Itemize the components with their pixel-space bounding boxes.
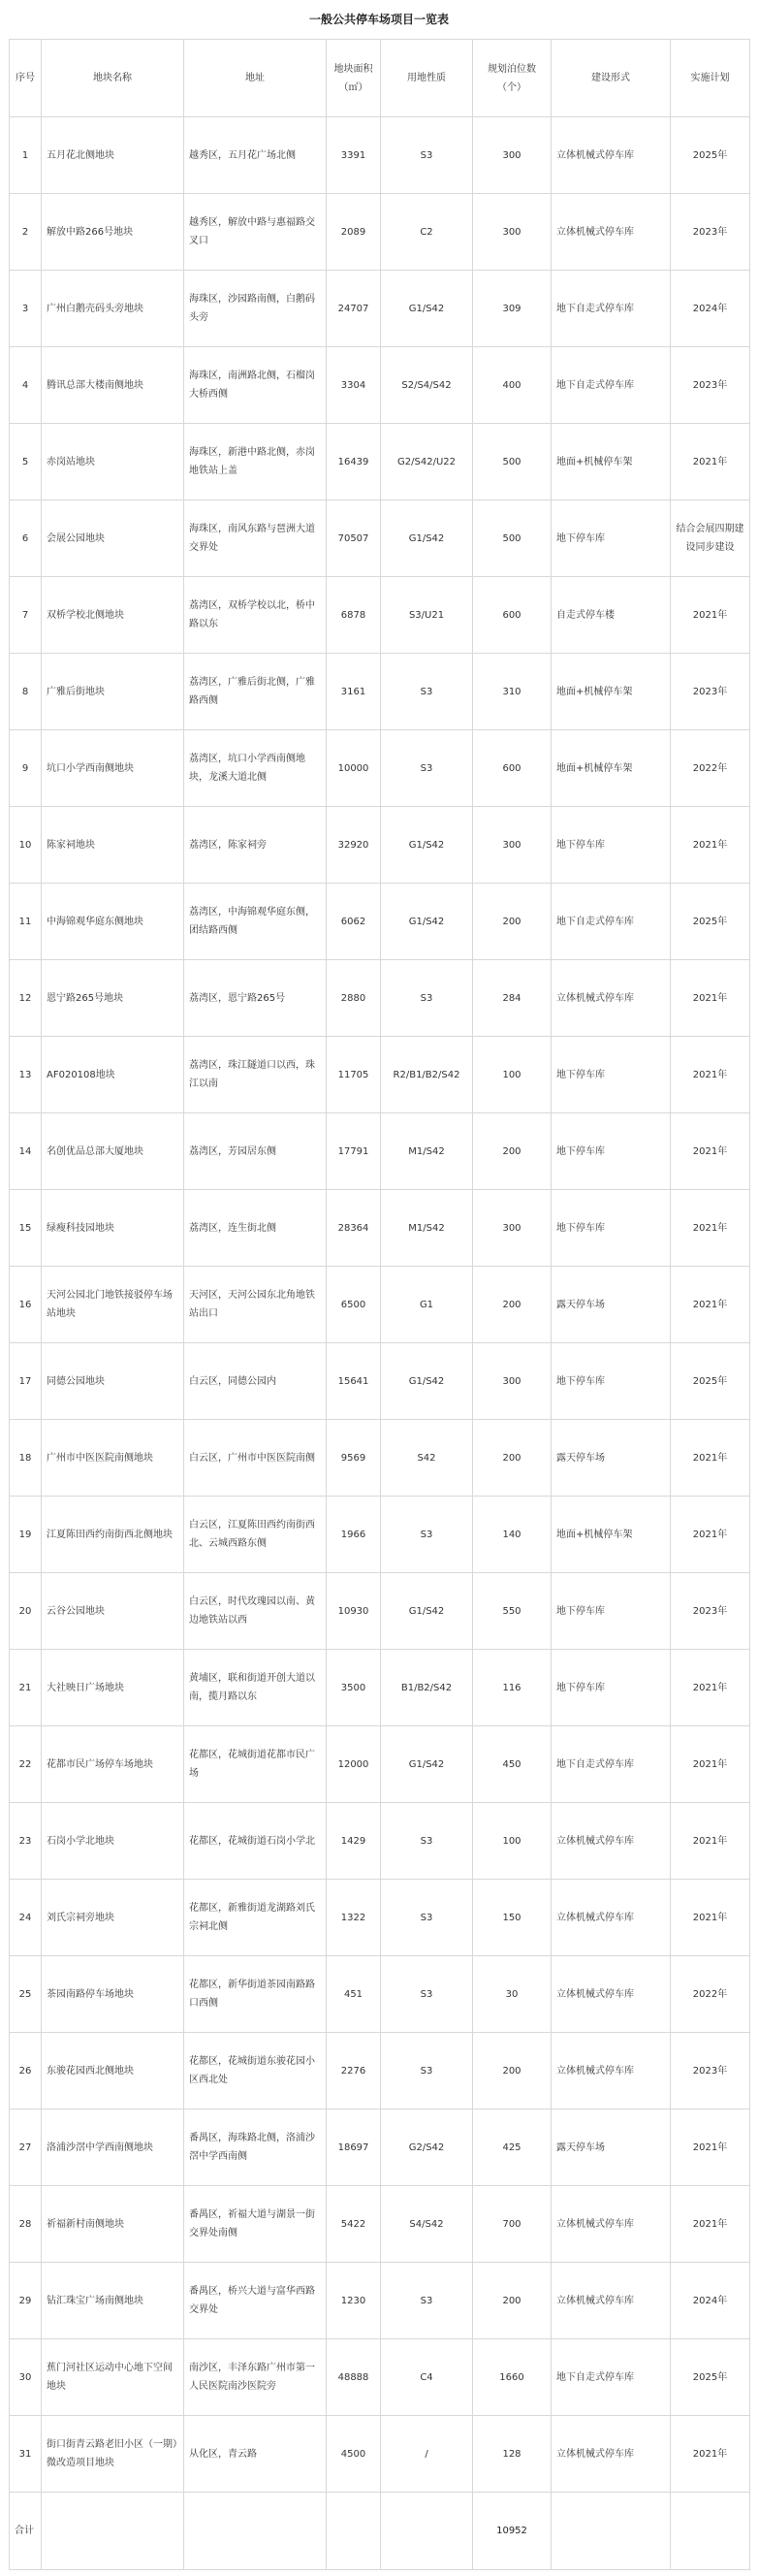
row-address: 花都区，花城街道石岗小学北 [184,1803,327,1880]
row-capacity: 200 [473,1420,552,1497]
row-capacity: 300 [473,194,552,271]
row-land-use: C2 [381,194,473,271]
row-name: 东骏花园西北侧地块 [42,2033,184,2109]
row-area: 17791 [327,1113,381,1190]
row-construction-form: 地下停车库 [552,1037,671,1113]
row-land-use: G1/S42 [381,500,473,577]
row-land-use: S3 [381,117,473,194]
row-capacity: 500 [473,424,552,500]
row-seq: 21 [10,1650,42,1726]
row-seq: 8 [10,654,42,730]
row-seq: 6 [10,500,42,577]
total-empty-use [381,2493,473,2570]
table-row [10,271,750,347]
row-capacity: 140 [473,1497,552,1573]
row-land-use: G1/S42 [381,271,473,347]
row-capacity: 200 [473,1113,552,1190]
table-row [10,1420,750,1497]
row-land-use: S2/S4/S42 [381,347,473,424]
row-land-use: G2/S42/U22 [381,424,473,500]
row-seq: 14 [10,1113,42,1190]
row-name: 中海锦观华庭东侧地块 [42,884,184,960]
row-land-use: G1/S42 [381,1573,473,1650]
row-area: 18697 [327,2109,381,2186]
row-land-use: G1/S42 [381,807,473,884]
row-capacity: 310 [473,654,552,730]
row-capacity: 100 [473,1803,552,1880]
row-name: 陈家祠地块 [42,807,184,884]
row-address: 从化区，青云路 [184,2416,327,2493]
row-plan: 2021年 [671,1190,750,1267]
row-construction-form: 地面+机械停车架 [552,654,671,730]
row-address: 天河区，天河公园东北角地铁站出口 [184,1267,327,1343]
row-construction-form: 立体机械式停车库 [552,1803,671,1880]
row-capacity: 200 [473,1267,552,1343]
row-construction-form: 立体机械式停车库 [552,2033,671,2109]
row-seq: 28 [10,2186,42,2263]
table-row [10,1726,750,1803]
row-name: 双桥学校北侧地块 [42,577,184,654]
row-construction-form: 地下自走式停车库 [552,2339,671,2416]
row-construction-form: 立体机械式停车库 [552,2416,671,2493]
row-area: 32920 [327,807,381,884]
row-name: 同德公园地块 [42,1343,184,1420]
row-land-use: S4/S42 [381,2186,473,2263]
table-row [10,807,750,884]
row-plan: 2021年 [671,1113,750,1190]
row-construction-form: 地下自走式停车库 [552,884,671,960]
row-plan: 2022年 [671,1956,750,2033]
row-plan: 2021年 [671,960,750,1037]
row-address: 花都区，花城街道东骏花园小区西北处 [184,2033,327,2109]
row-address: 越秀区，解放中路与惠福路交叉口 [184,194,327,271]
header-use: 用地性质 [381,40,473,117]
row-plan: 2023年 [671,2033,750,2109]
header-row [10,40,750,117]
row-name: 五月花北侧地块 [42,117,184,194]
row-construction-form: 露天停车场 [552,1267,671,1343]
row-capacity: 300 [473,117,552,194]
row-area: 70507 [327,500,381,577]
table-row [10,884,750,960]
row-plan: 2023年 [671,1573,750,1650]
table-row [10,1880,750,1956]
row-area: 6500 [327,1267,381,1343]
row-construction-form: 地面+机械停车架 [552,730,671,807]
row-address: 荔湾区，珠江隧道口以西，珠江以南 [184,1037,327,1113]
row-plan: 2021年 [671,1803,750,1880]
header-area: 地块面积（㎡） [327,40,381,117]
row-address: 荔湾区，中海锦观华庭东侧，团结路西侧 [184,884,327,960]
row-land-use: G2/S42 [381,2109,473,2186]
row-plan: 2021年 [671,2109,750,2186]
table-row [10,1803,750,1880]
row-construction-form: 地下停车库 [552,1343,671,1420]
row-land-use: S3 [381,1880,473,1956]
row-address: 越秀区，五月花广场北侧 [184,117,327,194]
table-row [10,2109,750,2186]
row-area: 2276 [327,2033,381,2109]
row-construction-form: 立体机械式停车库 [552,194,671,271]
row-capacity: 309 [473,271,552,347]
table-row [10,577,750,654]
header-plan: 实施计划 [671,40,750,117]
row-land-use: S3 [381,1497,473,1573]
row-area: 451 [327,1956,381,2033]
row-construction-form: 露天停车场 [552,2109,671,2186]
row-plan: 2025年 [671,2339,750,2416]
row-address: 白云区，时代玫瑰园以南、黄边地铁站以西 [184,1573,327,1650]
table-row [10,347,750,424]
row-address: 南沙区，丰泽东路广州市第一人民医院南沙医院旁 [184,2339,327,2416]
row-seq: 4 [10,347,42,424]
row-capacity: 425 [473,2109,552,2186]
table-row [10,1037,750,1113]
row-address: 番禺区，桥兴大道与富华西路交界处 [184,2263,327,2339]
row-address: 番禺区，祈福大道与湖景一街交界处南侧 [184,2186,327,2263]
row-construction-form: 地面+机械停车架 [552,424,671,500]
row-name: 街口街青云路老旧小区（一期）微改造项目地块 [42,2416,184,2493]
row-area: 4500 [327,2416,381,2493]
row-plan: 2021年 [671,2186,750,2263]
row-land-use: G1 [381,1267,473,1343]
row-seq: 10 [10,807,42,884]
table-row [10,654,750,730]
row-area: 3304 [327,347,381,424]
table-row [10,960,750,1037]
row-plan: 2021年 [671,577,750,654]
row-seq: 11 [10,884,42,960]
row-seq: 15 [10,1190,42,1267]
row-name: 会展公园地块 [42,500,184,577]
row-address: 荔湾区，芳园居东侧 [184,1113,327,1190]
total-empty-form [552,2493,671,2570]
total-empty-area [327,2493,381,2570]
row-seq: 23 [10,1803,42,1880]
row-name: 蕉门河社区运动中心地下空间地块 [42,2339,184,2416]
row-area: 1966 [327,1497,381,1573]
row-seq: 29 [10,2263,42,2339]
row-land-use: R2/B1/B2/S42 [381,1037,473,1113]
row-capacity: 550 [473,1573,552,1650]
row-seq: 19 [10,1497,42,1573]
row-land-use: S3 [381,730,473,807]
row-address: 荔湾区，广雅后街北侧，广雅路西侧 [184,654,327,730]
row-seq: 5 [10,424,42,500]
row-area: 3500 [327,1650,381,1726]
row-plan: 2024年 [671,271,750,347]
row-seq: 2 [10,194,42,271]
row-seq: 1 [10,117,42,194]
row-land-use: S3 [381,2033,473,2109]
row-seq: 13 [10,1037,42,1113]
row-land-use: S3/U21 [381,577,473,654]
row-area: 11705 [327,1037,381,1113]
row-name: 天河公园北门地铁接驳停车场站地块 [42,1267,184,1343]
row-plan: 2025年 [671,117,750,194]
row-name: 赤岗站地块 [42,424,184,500]
row-seq: 24 [10,1880,42,1956]
total-empty-plan [671,2493,750,2570]
table-row [10,2339,750,2416]
row-address: 黄埔区，联和街道开创大道以南，揽月路以东 [184,1650,327,1726]
row-land-use: M1/S42 [381,1113,473,1190]
row-plan: 2024年 [671,2263,750,2339]
row-capacity: 200 [473,2263,552,2339]
row-construction-form: 自走式停车楼 [552,577,671,654]
total-row [10,2493,750,2570]
row-name: 江夏陈田西约南街西北侧地块 [42,1497,184,1573]
row-plan: 2023年 [671,194,750,271]
row-land-use: / [381,2416,473,2493]
row-plan: 2021年 [671,424,750,500]
row-name: 绿瘦科技园地块 [42,1190,184,1267]
row-area: 16439 [327,424,381,500]
row-name: 大社映日广场地块 [42,1650,184,1726]
row-capacity: 600 [473,577,552,654]
row-plan: 2025年 [671,1343,750,1420]
row-plan: 2025年 [671,884,750,960]
row-address: 海珠区，南风东路与琶洲大道交界处 [184,500,327,577]
row-area: 1230 [327,2263,381,2339]
row-name: 恩宁路265号地块 [42,960,184,1037]
row-address: 白云区，江夏陈田西约南街西北、云城西路东侧 [184,1497,327,1573]
row-land-use: G1/S42 [381,884,473,960]
row-plan: 2021年 [671,1497,750,1573]
table-row [10,424,750,500]
row-capacity: 300 [473,1343,552,1420]
row-seq: 20 [10,1573,42,1650]
table-row [10,1650,750,1726]
row-name: 解放中路266号地块 [42,194,184,271]
table-row [10,1343,750,1420]
row-construction-form: 地下停车库 [552,1650,671,1726]
row-construction-form: 地下自走式停车库 [552,271,671,347]
row-land-use: C4 [381,2339,473,2416]
row-construction-form: 地下停车库 [552,807,671,884]
row-construction-form: 立体机械式停车库 [552,960,671,1037]
row-seq: 17 [10,1343,42,1420]
row-name: AF020108地块 [42,1037,184,1113]
row-area: 3391 [327,117,381,194]
row-name: 广州白鹅壳码头旁地块 [42,271,184,347]
header-name: 地块名称 [42,40,184,117]
total-empty-address [184,2493,327,2570]
row-seq: 26 [10,2033,42,2109]
row-land-use: M1/S42 [381,1190,473,1267]
table-row [10,1190,750,1267]
row-area: 12000 [327,1726,381,1803]
row-area: 28364 [327,1190,381,1267]
total-capacity: 10952 [473,2493,552,2570]
row-area: 6062 [327,884,381,960]
row-construction-form: 立体机械式停车库 [552,2263,671,2339]
row-construction-form: 立体机械式停车库 [552,1880,671,1956]
table-row [10,730,750,807]
table-row [10,1267,750,1343]
row-seq: 3 [10,271,42,347]
row-plan: 2021年 [671,2416,750,2493]
row-seq: 18 [10,1420,42,1497]
row-construction-form: 立体机械式停车库 [552,2186,671,2263]
row-area: 10000 [327,730,381,807]
row-land-use: S3 [381,2263,473,2339]
row-plan: 2023年 [671,347,750,424]
row-address: 荔湾区，陈家祠旁 [184,807,327,884]
row-seq: 25 [10,1956,42,2033]
row-land-use: G1/S42 [381,1343,473,1420]
row-area: 3161 [327,654,381,730]
table-row [10,2416,750,2493]
row-address: 海珠区，新港中路北侧，赤岗地铁站上盖 [184,424,327,500]
row-name: 花都市民广场停车场地块 [42,1726,184,1803]
row-area: 15641 [327,1343,381,1420]
row-name: 云谷公园地块 [42,1573,184,1650]
row-plan: 2021年 [671,1420,750,1497]
row-name: 洛浦沙滘中学西南侧地块 [42,2109,184,2186]
row-capacity: 1660 [473,2339,552,2416]
row-address: 花都区，花城街道花都市民广场 [184,1726,327,1803]
row-capacity: 400 [473,347,552,424]
row-capacity: 500 [473,500,552,577]
row-construction-form: 地下自走式停车库 [552,347,671,424]
header-seq: 序号 [10,40,42,117]
row-address: 荔湾区，坑口小学西南侧地块，龙溪大道北侧 [184,730,327,807]
row-construction-form: 地下停车库 [552,1190,671,1267]
row-construction-form: 地下停车库 [552,1573,671,1650]
row-area: 24707 [327,271,381,347]
total-empty-name [42,2493,184,2570]
row-name: 茶园南路停车场地块 [42,1956,184,2033]
row-area: 10930 [327,1573,381,1650]
row-capacity: 128 [473,2416,552,2493]
row-address: 白云区，广州市中医医院南侧 [184,1420,327,1497]
row-capacity: 700 [473,2186,552,2263]
table-row [10,117,750,194]
row-area: 2089 [327,194,381,271]
row-address: 荔湾区，连生街北侧 [184,1190,327,1267]
row-seq: 7 [10,577,42,654]
row-area: 1429 [327,1803,381,1880]
row-construction-form: 立体机械式停车库 [552,117,671,194]
row-land-use: S3 [381,1956,473,2033]
row-capacity: 30 [473,1956,552,2033]
row-construction-form: 地下自走式停车库 [552,1726,671,1803]
row-seq: 12 [10,960,42,1037]
row-capacity: 450 [473,1726,552,1803]
row-area: 6878 [327,577,381,654]
row-name: 石岗小学北地块 [42,1803,184,1880]
table-row [10,500,750,577]
row-seq: 27 [10,2109,42,2186]
row-area: 5422 [327,2186,381,2263]
row-name: 腾讯总部大楼南侧地块 [42,347,184,424]
row-land-use: G1/S42 [381,1726,473,1803]
row-address: 荔湾区，恩宁路265号 [184,960,327,1037]
row-seq: 9 [10,730,42,807]
row-construction-form: 露天停车场 [552,1420,671,1497]
row-plan: 2021年 [671,1267,750,1343]
total-label: 合计 [10,2493,42,2570]
row-capacity: 284 [473,960,552,1037]
header-address: 地址 [184,40,327,117]
row-capacity: 116 [473,1650,552,1726]
row-address: 花都区，新华街道茶园南路路口西侧 [184,1956,327,2033]
row-area: 1322 [327,1880,381,1956]
row-name: 祈福新村南侧地块 [42,2186,184,2263]
row-name: 名创优品总部大厦地块 [42,1113,184,1190]
row-area: 48888 [327,2339,381,2416]
row-area: 2880 [327,960,381,1037]
table-row [10,2263,750,2339]
row-construction-form: 地面+机械停车架 [552,1497,671,1573]
row-seq: 22 [10,1726,42,1803]
row-construction-form: 地下停车库 [552,1113,671,1190]
row-land-use: S3 [381,1803,473,1880]
header-capacity: 规划泊位数（个） [473,40,552,117]
row-plan: 2021年 [671,1037,750,1113]
row-address: 番禺区，海珠路北侧，洛浦沙滘中学西南侧 [184,2109,327,2186]
row-address: 海珠区，沙园路南侧，白鹅码头旁 [184,271,327,347]
table-row [10,2033,750,2109]
page-title: 一般公共停车场项目一览表 [308,13,449,26]
row-capacity: 150 [473,1880,552,1956]
row-construction-form: 立体机械式停车库 [552,1956,671,2033]
row-address: 花都区，新雅街道龙湖路刘氏宗祠北侧 [184,1880,327,1956]
row-seq: 31 [10,2416,42,2493]
row-plan: 2021年 [671,1726,750,1803]
row-name: 钻汇珠宝广场南侧地块 [42,2263,184,2339]
row-address: 海珠区，南洲路北侧，石榴岗大桥西侧 [184,347,327,424]
row-name: 坑口小学西南侧地块 [42,730,184,807]
row-land-use: S3 [381,960,473,1037]
row-name: 广州市中医医院南侧地块 [42,1420,184,1497]
row-land-use: B1/B2/S42 [381,1650,473,1726]
row-capacity: 600 [473,730,552,807]
row-capacity: 200 [473,884,552,960]
table-row [10,2186,750,2263]
row-name: 广雅后街地块 [42,654,184,730]
row-plan: 2021年 [671,1650,750,1726]
parking-projects-table [9,39,750,2570]
row-name: 刘氏宗祠旁地块 [42,1880,184,1956]
row-plan: 2021年 [671,807,750,884]
table-row [10,1573,750,1650]
row-area: 9569 [327,1420,381,1497]
row-plan: 2021年 [671,1880,750,1956]
table-row [10,1497,750,1573]
row-land-use: S42 [381,1420,473,1497]
table-row [10,194,750,271]
row-capacity: 300 [473,807,552,884]
row-address: 白云区，同德公园内 [184,1343,327,1420]
row-capacity: 200 [473,2033,552,2109]
row-plan: 结合会展四期建设同步建设 [671,500,750,577]
row-seq: 30 [10,2339,42,2416]
header-form: 建设形式 [552,40,671,117]
row-plan: 2022年 [671,730,750,807]
row-capacity: 300 [473,1190,552,1267]
row-address: 荔湾区，双桥学校以北，桥中路以东 [184,577,327,654]
row-construction-form: 地下停车库 [552,500,671,577]
row-plan: 2023年 [671,654,750,730]
row-capacity: 100 [473,1037,552,1113]
table-row [10,1956,750,2033]
table-row [10,1113,750,1190]
row-land-use: S3 [381,654,473,730]
row-seq: 16 [10,1267,42,1343]
